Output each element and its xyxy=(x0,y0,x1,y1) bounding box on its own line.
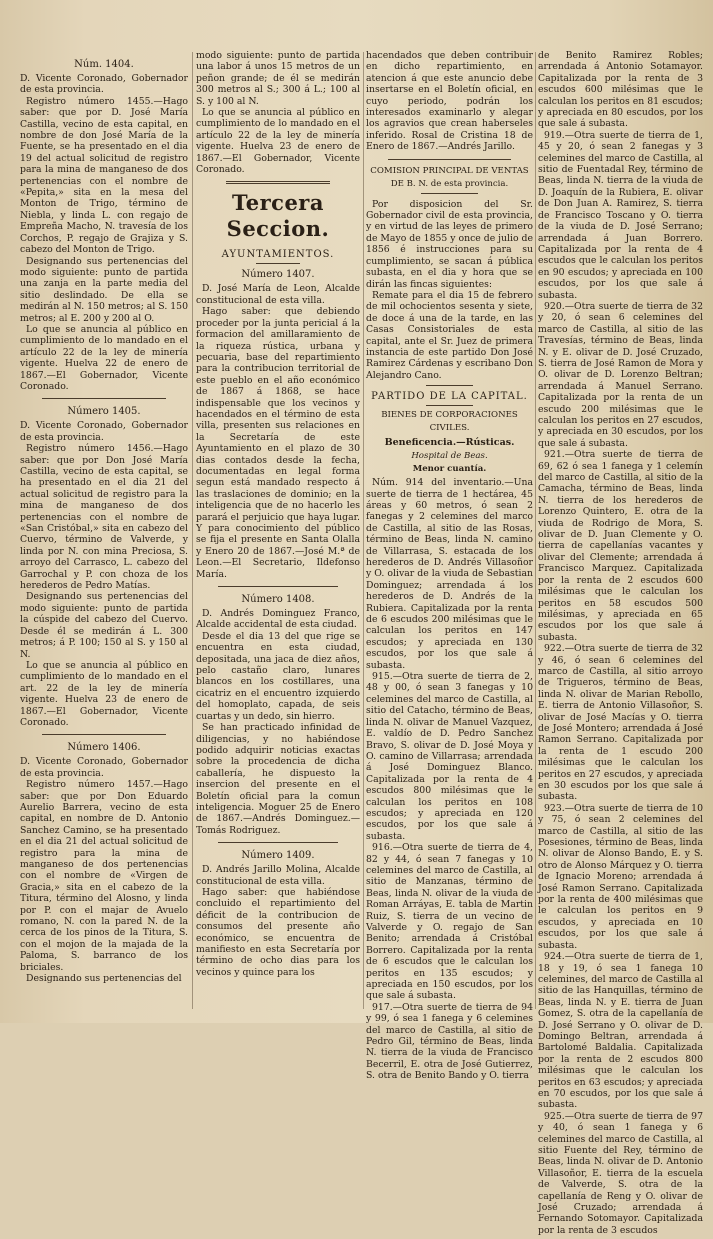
notice-paragraph: Se han practicado infinidad de diligencias, y no habiéndose podido adquirir noticias exactas sobre la procedencia de dicha caballería, he dispuesto la insercion del presente en el Boletín oficial para la comun inteligencia. Moguer 25 de Enero de 1867.—Andrés Dominguez.—Tomás Rodriguez. xyxy=(196,722,360,836)
listing-item: 917.—Otra suerte de tierra de 94 y 99, ó sea 1 fanega y 6 celemines del marco de Castilla, al sitio de Pedro Gil, término de Beas, linda N. tierra de la viuda de Francisco Becerril, E. otra de José Gutierrez, S. otra de Benito Bando y O. tierra xyxy=(366,1001,533,1082)
notice-continuation xyxy=(366,50,533,153)
sale-announcement xyxy=(366,199,533,382)
section-subheading: CIVILES. xyxy=(429,423,470,434)
notice-paragraph: hacendados que deben contribuir en dicho repartimiento, en atencion á que este anuncio debe insertarse en el Boletín oficial, en cuyo periodo, podrán los interesados examinarlo y alegar los agravios que crean haberseles inferido. Rosal de Cristina 18 de Enero de 1867.—Andrés Jarillo. xyxy=(366,50,533,153)
notice-paragraph: Designando sus pertenencias del modo siguiente: punto de partida la cúspide del cabezo del Cuervo. Desde él se medirán á L. 300 metros; á P. 100; 150 al S. y 150 al N. xyxy=(20,591,188,660)
listing-item: 923.—Otra suerte de tierra de 10 y 75, ó sean 2 celemines del marco de Castilla, al sitio de las Posesiones, término de Beas, linda N. olivar de Alonso Bando, E. y S. otro de Alonso Márquez y O. tierra de Ignacio Moreno; arrendada á José Ramon Serrano. Capitalizada por la renta de 400 milésimas que le calculan los peritos en 9 escudos, y apreciada en 10 escudos, por los que sale á subasta. xyxy=(538,802,703,951)
column-3 xyxy=(366,50,533,1085)
column-rule xyxy=(363,52,364,1009)
column-rule xyxy=(535,52,536,1009)
notice-paragraph: Registro número 1455.—Hago saber: que por D. José María Castilla, vecino de esta capital, en nombre de don José María de la Fuente, se ha presentado en el dia 19 del actual solicitud de registro para la mina de manganeso de dos pertenencias con el nombre de «Pepita,» sita en la mesa del Monton de Trigo, término de Niebla, y linda L. con regajo de Empreña Macho, N. travesía de los Corchos, P. regajo de Grajiza y S. cabezo del Monton de Trigo. xyxy=(20,95,188,256)
notice-authority: D. Andrés Dominguez Franco, Alcalde accidental de esta ciudad. xyxy=(196,608,360,631)
section-title: Tercera Seccion. xyxy=(226,190,330,242)
notice-paragraph: Registro número 1457.—Hago saber: que por Don Eduardo Aurelio Barrera, vecino de esta capital, en nombre de D. Antonio Sanchez Camino, se ha presentado en el dia 21 del actual solicitud de registro para la mina de manganeso de dos pertenencias con el nombre de «Virgen de Gracia,» sita en el cabezo de la Titura, término del Alosno, y linda por P. con el majar de Avuelo romano, N. con la pared N. de la cerca de los pinos de la Titura, S. con el mojon de la majada de la Paloma, S. barranco de los briciales. xyxy=(20,779,188,973)
section-heading: COMISION PRINCIPAL DE VENTAS xyxy=(370,165,529,176)
section-subheading: DE B. N. de esta provincia. xyxy=(390,178,509,189)
listing-item: 924.—Otra suerte de tierra de 1, 18 y 19, ó sea 1 fanega 10 celemines, del marco de Castilla al sitio de las Hanquillas, término de Beas, linda N. y E. tierra de Juan Gomez, S. otra de la capellanía de D. José Serrano y O. olivar de D. Domingo Beltran, arrendada á Bartolomé Baldalia. Capitalizada por la renta de 2 escudos 800 milésimas que le calculan los peritos en 63 escudos; y apreciada en 70 escudos, por los que sale á subasta. xyxy=(538,951,703,1111)
separator-rule xyxy=(421,193,478,194)
separator-rule xyxy=(426,405,473,406)
separator-rule xyxy=(42,398,166,399)
notice-paragraph: Lo que se anuncia al público en cumplimiento de lo mandado en el artículo 22 de la ley de minería vigente. Huelva 23 de enero de 1867.—El Gobernador, Vicente Coronado. xyxy=(196,107,360,176)
notice-paragraph: Hago saber: que debiendo proceder por la junta pericial á la formacion del amillaramiento de la riqueza rústica, urbana y pecuaria, base del repartimiento para la contribucion territorial de este pueblo en el año económico de 1867 á 1868, se hace indispensable que los vecinos y hacendados en el término de esta villa, presenten sus relaciones en la Secretaría de este Ayuntamiento en el plazo de 30 dias contados desde la fecha, documentadas en legal forma segun está mandado respecto á las traslaciones de dominio; en la inteligencia que de no hacerlo les parará el perjuicio que haya lugar. Y para conocimiento del público se fija el presente en Santa Olalla y Enero 20 de 1867.—José M.ª de Leon.—El Secretario, Ildefonso María. xyxy=(196,306,360,580)
notice-paragraph: Lo que se anuncia al público en cumplimiento de lo mandado en el art. 22 de la ley de minería vigente. Huelva 23 de enero de 1867.—El Gobernador, Vicente Coronado. xyxy=(20,659,188,728)
separator-rule xyxy=(218,586,338,587)
listing-item: 919.—Otra suerte de tierra de 1, 45 y 20, ó sean 2 fanegas y 3 celemines del marco de Castilla, al sitio de Fuentadal Rey, término de Beas, linda N. tierra de la viuda de D. Joaquín de la Rubiera, E. olivar de Don Juan A. Ramirez, S. tierra de Francisco Toscano y O. tierra de la viuda de D. José Serrano; arrendada á Juan Borrero. Capitalizada por la renta de 4 escudos que le calculan los peritos en 90 escudos; y apreciada en 100 escudos, por los que sale á subasta. xyxy=(538,129,703,301)
notice-paragraph: Desde el dia 13 del que rige se encuentra en esta ciudad, depositada, una jaca de diez años, pelo castaño claro, lunares blancos en los costillares, una cicatriz en el encuentro izquierdo del homoplato, capada, de seis cuartas y un dedo, sin hierro. xyxy=(196,630,360,722)
listing-item: 915.—Otra suerte de tierra de 2, 48 y 00, ó sean 3 fanegas y 10 celemines del marco de Castilla, al sitio del Catacho, término de Beas, linda N. olivar de Manuel Vazquez, E. valdío de D. Pedro Sanchez Bravo, S. olivar de D. José Moya y O. camino de Villarrasa; arrendada á José Dominguez Blanco. Capitalizada por la renta de 4 escudos 800 milésimas que le calculan los peritos en 108 escudos; y apreciada en 120 escudos, por los que sale á subasta. xyxy=(366,671,533,842)
notice-number: Número 1408. xyxy=(241,594,315,606)
separator-rule xyxy=(426,385,473,386)
notice-paragraph: Por disposicion del Sr. Gobernador civil de esta provincia, y en virtud de las leyes de primero de Mayo de 1855 y once de julio de 1856 é instrucciones para su cumplimiento, se sacan á pública subasta, en el dia y hora que se dirán las fincas siguientes: xyxy=(366,198,533,290)
listing-item: Núm. 914 del inventario.—Una suerte de tierra de 1 hectárea, 45 áreas y 60 metros, ó sean 2 fanegas y 2 celemines del marco de Castilla, al sitio de las Rosas, término de Beas, linda N. camino de Villarrasa, S. estacada de los herederos de D. Andrés Villasoñor y O. olivar de la viuda de Sebastian Dominguez; arrendada á los herederos de D. Andrés de la Rubiera. Capitalizada por la renta de 6 escudos 200 milésimas que le calculan los peritos en 147 escudos; y apreciada en 130 escudos, por los que sale á subasta. xyxy=(366,477,533,671)
notice-paragraph: Designando sus pertenencias del xyxy=(26,973,182,985)
notice-paragraph: Designando sus pertenencias del modo siguiente: punto de partida una zanja en la parte media del sitio deslindado. De ella se medirán al N. 150 metros; al S. 150 metros; al E. 200 y 200 al O. xyxy=(20,255,188,324)
notice-number: Núm. 1404. xyxy=(74,59,134,70)
column-4 xyxy=(538,50,703,1239)
notice-authority: D. Vicente Coronado, Gobernador de esta provincia. xyxy=(20,420,188,443)
hospital-label: Hospital de Beas. xyxy=(411,451,488,462)
notice-1405 xyxy=(20,420,188,728)
separator-rule xyxy=(218,842,338,843)
notice-1406 xyxy=(20,756,188,984)
separator-rule xyxy=(388,159,511,160)
notice-authority: D. Vicente Coronado, Gobernador de esta provincia. xyxy=(20,73,188,96)
notice-1404 xyxy=(20,73,188,392)
notice-1409 xyxy=(196,864,360,978)
separator-rule xyxy=(42,734,166,735)
notice-authority: D. José María de Leon, Alcalde constitucional de esta villa. xyxy=(196,283,360,306)
notice-number: Número 1407. xyxy=(241,269,315,281)
section-heading: PARTIDO DE LA CAPITAL. xyxy=(371,391,528,403)
listing-item: 925.—Otra suerte de tierra de 97 y 40, ó sean 1 fanega y 6 celemines del marco de Castilla, al sitio Fuente del Rey, término de Beas, linda N. olivar de D. Antonio Villasoñor, E. tierra de la escuela de Valverde, S. otra de la capellanía de Reng y O. olivar de José Cruzado; arrendada á Fernando Sotomayor. Capitalizada por la renta de 3 escudos xyxy=(538,1110,703,1236)
notice-authority: D. Andrés Jarillo Molina, Alcalde constitucional de esta villa. xyxy=(196,864,360,887)
column-1 xyxy=(20,58,188,987)
notice-paragraph: Lo que se anuncia al público en cumplimiento de lo mandado en el artículo 22 de la ley de minería vigente. Huelva 22 de enero de 1867.—El Gobernador, Vicente Coronado. xyxy=(20,323,188,392)
property-listings xyxy=(366,477,533,1082)
listing-item: 921.—Otra suerte de tierra de 69, 62 ó sea 1 fanega y 1 celemín del marco de Castilla, al sitio de la Camacha, término de Beas, linda N. tierra de los herederos de Lorenzo Quintero, E. otra de la viuda de Rodrigo de Mora, S. olivar de D. Juan Clemente y O. tierra de capellanías vacantes y olivar del Clemente; arrendada á Francisco Marquez. Capitalizada por la renta de 2 escudos 600 milésimas que le calculan los peritos en 58 escudos 500 milésimas, y apreciada en 65 escudos por los que sale á subasta. xyxy=(538,449,703,643)
category-heading: Beneficencia.—Rústicas. xyxy=(384,437,515,449)
notice-number: Número 1405. xyxy=(67,406,141,418)
listing-item: 916.—Otra suerte de tierra de 4, 82 y 44, ó sean 7 fanegas y 10 celemines del marco de Castilla, al sitio de Manzanas, término de Beas, linda N. olivar de la viuda de Roman Arráyas, E. tabla de Martin Ruiz, S. tierra de un vecino de Valverde y O. regajo de San Benito; arrendada á Cristóbal Borrero. Capitalizada por la renta de 6 escudos que le calculan los peritos en 135 escudos; y apreciada en 150 escudos, por los que sale á subasta. xyxy=(366,842,533,1002)
category-subheading xyxy=(366,451,533,462)
listing-item: de Benito Ramirez Robles; arrendada á Antonio Sotamayor. Capitalizada por la renta de 3 escudos 600 milésimas que le calculan los peritos en 81 escudos; y apreciada en 80 escudos, por los que sale á subasta. xyxy=(538,50,703,130)
notice-1408 xyxy=(196,608,360,836)
separator-rule xyxy=(256,263,300,264)
notice-1407 xyxy=(196,283,360,580)
listing-item: 922.—Otra suerte de tierra de 32 y 46, ó sean 6 celemines del marco de Castilla, al sitio arroyo de Trigueros, término de Beas, linda N. olivar de Marian Rebollo, E. tierra de Antonio Villasoñor, S. olivar de José Macías y O. tierra de José Montero; arrendada á José Ramon Serrano. Capitalizada por la renta de 1 escudo 200 milésimas que le calculan los peritos en 27 escudos, y apreciada en 30 escudos por los que sale á subasta. xyxy=(538,643,703,803)
notice-number: Número 1406. xyxy=(67,742,141,754)
category-subheading: Menor cuantía. xyxy=(412,464,487,475)
notice-authority: D. Vicente Coronado, Gobernador de esta provincia. xyxy=(20,756,188,779)
notice-paragraph: Registro número 1456.—Hago saber: que por Don José María Castilla, vecino de esta capital, se ha presentado en el dia 21 del actual solicitud de registro para la mina de manganeso de dos pertenencias con el nombre de «San Cristóbal,» sita en cabezo del Cuervo, término de Valverde, y linda por N. con mina Preciosa, S. arroyo del Carrasco, L. cabezo del Garrochal y P. con choza de los herederos de Pedro Matías. xyxy=(20,443,188,592)
notice-paragraph: modo siguiente: punto de partida una labor á unos 15 metros de un peñon grande; de él se medirán 300 metros al S.; 300 á L.; 100 al S. y 100 al N. xyxy=(196,50,360,107)
notice-paragraph: Remate para el dia 15 de febrero de mil ochocientos sesenta y siete, de doce á una de la tarde, en las Casas Consistoriales de esta capital, ante el Sr. Juez de primera instancia de este partido Don José Ramirez Cárdenas y escribano Don Alejandro Cano. xyxy=(366,289,533,381)
section-heading: AYUNTAMIENTOS. xyxy=(221,249,335,261)
notice-number: Número 1409. xyxy=(241,850,315,862)
notice-paragraph: Hago saber: que habiéndose concluido el repartimiento del déficit de la contribucion de consumos del presente año económico, se encuentra de manifiesto en esta Secretaría por término de ocho dias para los vecinos y quince para los xyxy=(196,886,360,978)
property-listings xyxy=(538,50,703,1236)
column-2 xyxy=(196,50,360,981)
section-heading: BIENES DE CORPORACIONES xyxy=(381,410,518,421)
column-rule xyxy=(192,52,193,1009)
listing-item: 920.—Otra suerte de tierra de 32 y 20, ó sean 6 celemines del marco de Castilla, al sitio de las Travesías, término de Beas, linda N. y E. olivar de D. José Cruzado, S. tierra de José Ramon de Mora y O. olivar de D. Lorenzo Beltran; arrendada á Manuel Serrano. Capitalizada por la renta de un escudo 200 milésimas que le calculan los peritos en 27 escudos, y apreciada en 30 escudos, por los que sale á subasta. xyxy=(538,300,703,449)
notice-continuation xyxy=(196,50,360,175)
separator-rule xyxy=(226,181,330,184)
